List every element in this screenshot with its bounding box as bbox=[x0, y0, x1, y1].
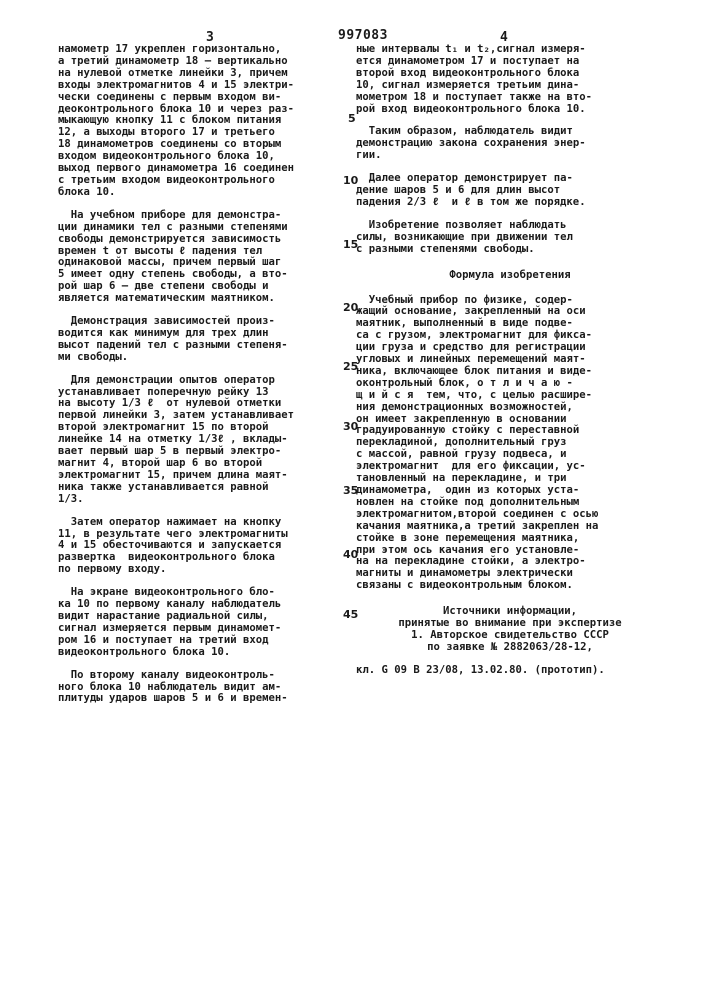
text-line: по первому входу. bbox=[58, 564, 356, 576]
text-line: на нулевой отметке линейки 3, причем bbox=[58, 68, 356, 80]
margin-line-number: 10 bbox=[343, 174, 358, 187]
text-line: развертка видеоконтрольного блока bbox=[58, 552, 356, 564]
text-line: кл. G 09 В 23/08, 13.02.80. (прототип). bbox=[356, 665, 664, 677]
text-line: динамометра, один из которых уста- bbox=[356, 485, 664, 497]
text-line: 18 динамометров соединены со вторым bbox=[58, 139, 356, 151]
text-line: ного блока 10 наблюдатель видит ам- bbox=[58, 682, 356, 694]
text-line: рой вход видеоконтрольного блока 10. bbox=[356, 104, 664, 116]
text-line: вает первый шар 5 в первый электро- bbox=[58, 446, 356, 458]
text-line: новлен на стойке под дополнительным bbox=[356, 497, 664, 509]
text-line: 4 и 15 обесточиваются и запускается bbox=[58, 540, 356, 552]
text-line: чески соединены с первым входом ви- bbox=[58, 92, 356, 104]
text-line: ции динамики тел с разными степенями bbox=[58, 222, 356, 234]
text-line: связаны с видеоконтрольным блоком. bbox=[356, 580, 664, 592]
text-line: демонстрацию закона сохранения энер- bbox=[356, 138, 664, 150]
right-column bbox=[356, 44, 664, 677]
text-line: мыкающую кнопку 11 с блоком питания bbox=[58, 115, 356, 127]
text-line: гии. bbox=[356, 150, 664, 162]
text-line: намометр 17 укреплен горизонтально, bbox=[58, 44, 356, 56]
text-line: высот падений тел с разными степеня- bbox=[58, 340, 356, 352]
text-line: при этом ось качания его установле- bbox=[356, 545, 664, 557]
text-line: одинаковой массы, причем первый шаг bbox=[58, 257, 356, 269]
margin-line-number: 35 bbox=[343, 484, 358, 497]
section-heading: Формула изобретения bbox=[356, 270, 664, 282]
text-line: на высоту 1/3 ℓ от нулевой отметки bbox=[58, 398, 356, 410]
reference-line: принятые во внимание при экспертизе bbox=[356, 618, 664, 630]
text-line: качания маятника,а третий закреплен на bbox=[356, 521, 664, 533]
margin-line-number: 30 bbox=[343, 420, 358, 433]
text-line: 11, в результате чего электромагниты bbox=[58, 529, 356, 541]
text-line: времен t от высоты ℓ падения тел bbox=[58, 246, 356, 258]
margin-line-number: 25 bbox=[343, 360, 358, 373]
text-line: с третьим входом видеоконтрольного bbox=[58, 175, 356, 187]
text-line: Для демонстрации опытов оператор bbox=[58, 375, 356, 387]
text-line: водится как минимум для трех длин bbox=[58, 328, 356, 340]
page-number-right: 4 bbox=[500, 30, 508, 45]
text-line: Учебный прибор по физике, содер- bbox=[356, 295, 664, 307]
text-line: маятник, выполненный в виде подве- bbox=[356, 318, 664, 330]
margin-line-number: 40 bbox=[343, 548, 358, 561]
text-line: угловых и линейных перемещений маят- bbox=[356, 354, 664, 366]
text-line: входом видеоконтрольного блока 10, bbox=[58, 151, 356, 163]
text-line: Затем оператор нажимает на кнопку bbox=[58, 517, 356, 529]
text-line: ка 10 по первому каналу наблюдатель bbox=[58, 599, 356, 611]
reference-line: 1. Авторское свидетельство СССР bbox=[356, 630, 664, 642]
text-line: стойке в зоне перемещения маятника, bbox=[356, 533, 664, 545]
text-line: оконтрольный блок, о т л и ч а ю - bbox=[356, 378, 664, 390]
text-line: жащий основание, закрепленный на оси bbox=[356, 306, 664, 318]
text-line: первой линейки 3, затем устанавливает bbox=[58, 410, 356, 422]
text-line: 1/3. bbox=[58, 494, 356, 506]
text-line: рой шар 6 – две степени свободы и bbox=[58, 281, 356, 293]
text-line: На учебном приборе для демонстра- bbox=[58, 210, 356, 222]
reference-line: по заявке № 2882063/28-12, bbox=[356, 642, 664, 654]
text-line: мометром 18 и поступает также на вто- bbox=[356, 92, 664, 104]
text-line: плитуды ударов шаров 5 и 6 и времен- bbox=[58, 693, 356, 705]
text-line: выход первого динамометра 16 соединен bbox=[58, 163, 356, 175]
text-line: ника, включающее блок питания и виде- bbox=[356, 366, 664, 378]
text-line: электромагнитом,второй соединен с осью bbox=[356, 509, 664, 521]
text-line: магнит 4, второй шар 6 во второй bbox=[58, 458, 356, 470]
text-line: падения 2/3 ℓ и ℓ в том же порядке. bbox=[356, 197, 664, 209]
text-line: силы, возникающие при движении тел bbox=[356, 232, 664, 244]
text-line: дение шаров 5 и 6 для длин высот bbox=[356, 185, 664, 197]
text-line: перекладиной, дополнительный груз bbox=[356, 437, 664, 449]
text-line: ром 16 и поступает на третий вход bbox=[58, 635, 356, 647]
text-line: второй электромагнит 15 по второй bbox=[58, 422, 356, 434]
text-line: ции груза и средство для регистрации bbox=[356, 342, 664, 354]
text-line: ния демонстрационных возможностей, bbox=[356, 402, 664, 414]
margin-line-number: 20 bbox=[343, 301, 358, 314]
text-line: ется динамометром 17 и поступает на bbox=[356, 56, 664, 68]
text-line: тановленный на перекладине, и три bbox=[356, 473, 664, 485]
text-line: деоконтрольного блока 10 и через раз- bbox=[58, 104, 356, 116]
text-line: видеоконтрольного блока 10. bbox=[58, 647, 356, 659]
text-line: а третий динамометр 18 – вертикально bbox=[58, 56, 356, 68]
text-line: он имеет закрепленную в основании bbox=[356, 414, 664, 426]
text-line: градуированную стойку с переставной bbox=[356, 425, 664, 437]
text-line: блока 10. bbox=[58, 187, 356, 199]
text-line: линейке 14 на отметку 1/3ℓ , вклады- bbox=[58, 434, 356, 446]
text-line: Таким образом, наблюдатель видит bbox=[356, 126, 664, 138]
reference-line: Источники информации, bbox=[356, 606, 664, 618]
patent-number: 997083 bbox=[338, 28, 388, 43]
text-line: электромагнит для его фиксации, ус- bbox=[356, 461, 664, 473]
text-line: ника также устанавливается равной bbox=[58, 482, 356, 494]
text-line: 12, а выходы второго 17 и третьего bbox=[58, 127, 356, 139]
text-line: свободы демонстрируется зависимость bbox=[58, 234, 356, 246]
margin-line-number: 5 bbox=[348, 112, 356, 125]
text-line: Изобретение позволяет наблюдать bbox=[356, 220, 664, 232]
text-line: второй вход видеоконтрольного блока bbox=[356, 68, 664, 80]
text-line: са с грузом, электромагнит для фикса- bbox=[356, 330, 664, 342]
text-line: 5 имеет одну степень свободы, а вто- bbox=[58, 269, 356, 281]
text-line: сигнал измеряется первым динамомет- bbox=[58, 623, 356, 635]
text-line: Демонстрация зависимостей произ- bbox=[58, 316, 356, 328]
text-line: является математическим маятником. bbox=[58, 293, 356, 305]
text-line: щ и й с я тем, что, с целью расшире- bbox=[356, 390, 664, 402]
text-line: ми свободы. bbox=[58, 352, 356, 364]
text-line: По второму каналу видеоконтроль- bbox=[58, 670, 356, 682]
text-line: входы электромагнитов 4 и 15 электри- bbox=[58, 80, 356, 92]
text-line: магниты и динамометры электрически bbox=[356, 568, 664, 580]
text-line: устанавливает поперечную рейку 13 bbox=[58, 387, 356, 399]
text-line: На экране видеоконтрольного бло- bbox=[58, 587, 356, 599]
margin-line-number: 15 bbox=[343, 238, 358, 251]
text-line: видит нарастание радиальной силы, bbox=[58, 611, 356, 623]
text-line: ные интервалы t₁ и t₂,сигнал измеря- bbox=[356, 44, 664, 56]
text-line: с разными степенями свободы. bbox=[356, 244, 664, 256]
text-line: с массой, равной грузу подвеса, и bbox=[356, 449, 664, 461]
margin-line-number: 45 bbox=[343, 608, 358, 621]
text-line: Далее оператор демонстрирует па- bbox=[356, 173, 664, 185]
left-column bbox=[58, 44, 356, 705]
text-line: электромагнит 15, причем длина маят- bbox=[58, 470, 356, 482]
text-line: 10, сигнал измеряется третьим дина- bbox=[356, 80, 664, 92]
page-number-left: 3 bbox=[206, 30, 214, 45]
text-line: на на перекладине стойки, а электро- bbox=[356, 556, 664, 568]
